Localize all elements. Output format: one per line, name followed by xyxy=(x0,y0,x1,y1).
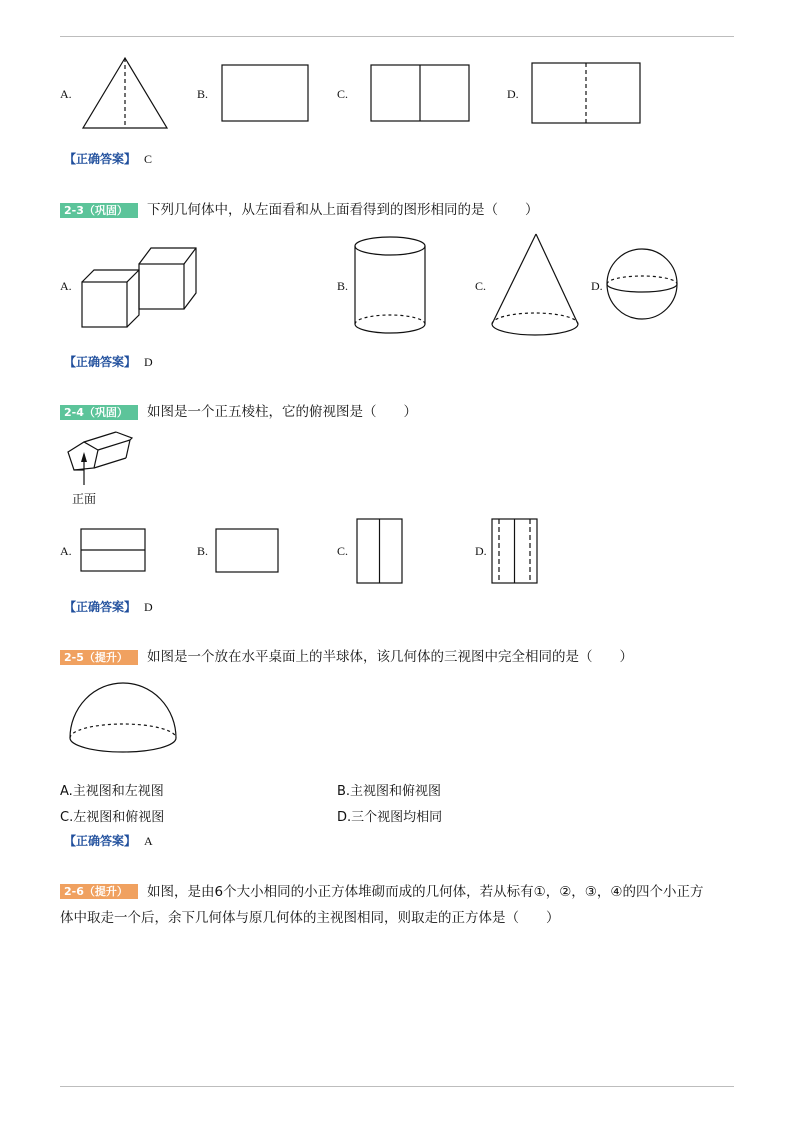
q24-option-c-label: C. xyxy=(337,544,349,558)
q25-badge: 2-5（提升） xyxy=(60,650,138,665)
q24-front-label: 正面 xyxy=(72,492,97,506)
q24-option-b-figure xyxy=(215,528,283,574)
q25-question-text: 如图是一个放在水平桌面上的半球体，该几何体的三视图中完全相同的是（ ） xyxy=(147,649,633,665)
answer-tag: 【正确答案】 xyxy=(64,834,137,848)
q25-hemisphere-figure xyxy=(68,680,180,760)
answer-tag: 【正确答案】 xyxy=(64,152,137,166)
q23-option-a-label: A. xyxy=(60,279,72,293)
q22-triangle-figure xyxy=(82,56,172,128)
q25-answer xyxy=(64,832,153,849)
q24-answer xyxy=(64,598,153,615)
q24-pentagonal-prism-figure xyxy=(64,430,144,488)
q24-badge: 2-4（巩固） xyxy=(60,405,138,420)
q22-option-a-label: A. xyxy=(60,87,72,101)
q23-two-cubes-figure xyxy=(80,244,200,329)
q26-badge: 2-6（提升） xyxy=(60,884,138,899)
q25-choice-d: D.三个视图均相同 xyxy=(337,810,443,825)
q25-choice-b: B.主视图和俯视图 xyxy=(337,784,442,799)
q22-split-rect-dashed-figure xyxy=(531,62,643,126)
q23-badge: 2-3（巩固） xyxy=(60,203,138,218)
q26-question-line2: 体中取走一个后，余下几何体与原几何体的主视图相同，则取走的正方体是（ ） xyxy=(60,910,560,926)
q22-option-b-label: B. xyxy=(197,87,209,101)
q25-choice-c: C.左视图和俯视图 xyxy=(60,810,165,825)
q26-question-line1: 如图，是由6个大小相同的小正方体堆砌而成的几何体，若从标有①，②，③，④的四个小正方 xyxy=(147,884,704,900)
q24-option-d-figure xyxy=(491,518,541,586)
answer-value: A xyxy=(144,834,153,848)
q22-option-c-label: C. xyxy=(337,87,349,101)
q24-option-b-label: B. xyxy=(197,544,209,558)
q23-sphere-figure xyxy=(606,248,680,322)
q24-option-a-label: A. xyxy=(60,544,72,558)
q24-question-text: 如图是一个正五棱柱，它的俯视图是（ ） xyxy=(147,404,417,420)
header-rule xyxy=(60,36,734,37)
answer-tag: 【正确答案】 xyxy=(64,355,137,369)
q24-option-c-figure xyxy=(356,518,406,586)
q23-option-b-label: B. xyxy=(337,279,349,293)
answer-value: D xyxy=(144,355,153,369)
answer-value: C xyxy=(144,152,153,166)
q22-answer xyxy=(64,150,152,167)
footer-rule xyxy=(60,1086,734,1087)
q23-question-text: 下列几何体中，从左面看和从上面看得到的图形相同的是（ ） xyxy=(147,202,539,218)
q22-split-rect-solid-figure xyxy=(370,64,472,124)
q23-cone-figure xyxy=(490,232,582,338)
q23-answer xyxy=(64,353,153,370)
q22-option-d-label: D. xyxy=(507,87,519,101)
q25-choice-a: A.主视图和左视图 xyxy=(60,784,164,799)
q22-rectangle-figure xyxy=(221,64,311,124)
q24-option-d-label: D. xyxy=(475,544,487,558)
q23-option-d-label: D. xyxy=(591,279,603,293)
answer-value: D xyxy=(144,600,153,614)
q23-option-c-label: C. xyxy=(475,279,487,293)
answer-tag: 【正确答案】 xyxy=(64,600,137,614)
q24-option-a-figure xyxy=(80,528,148,574)
q23-cylinder-figure xyxy=(353,236,429,336)
